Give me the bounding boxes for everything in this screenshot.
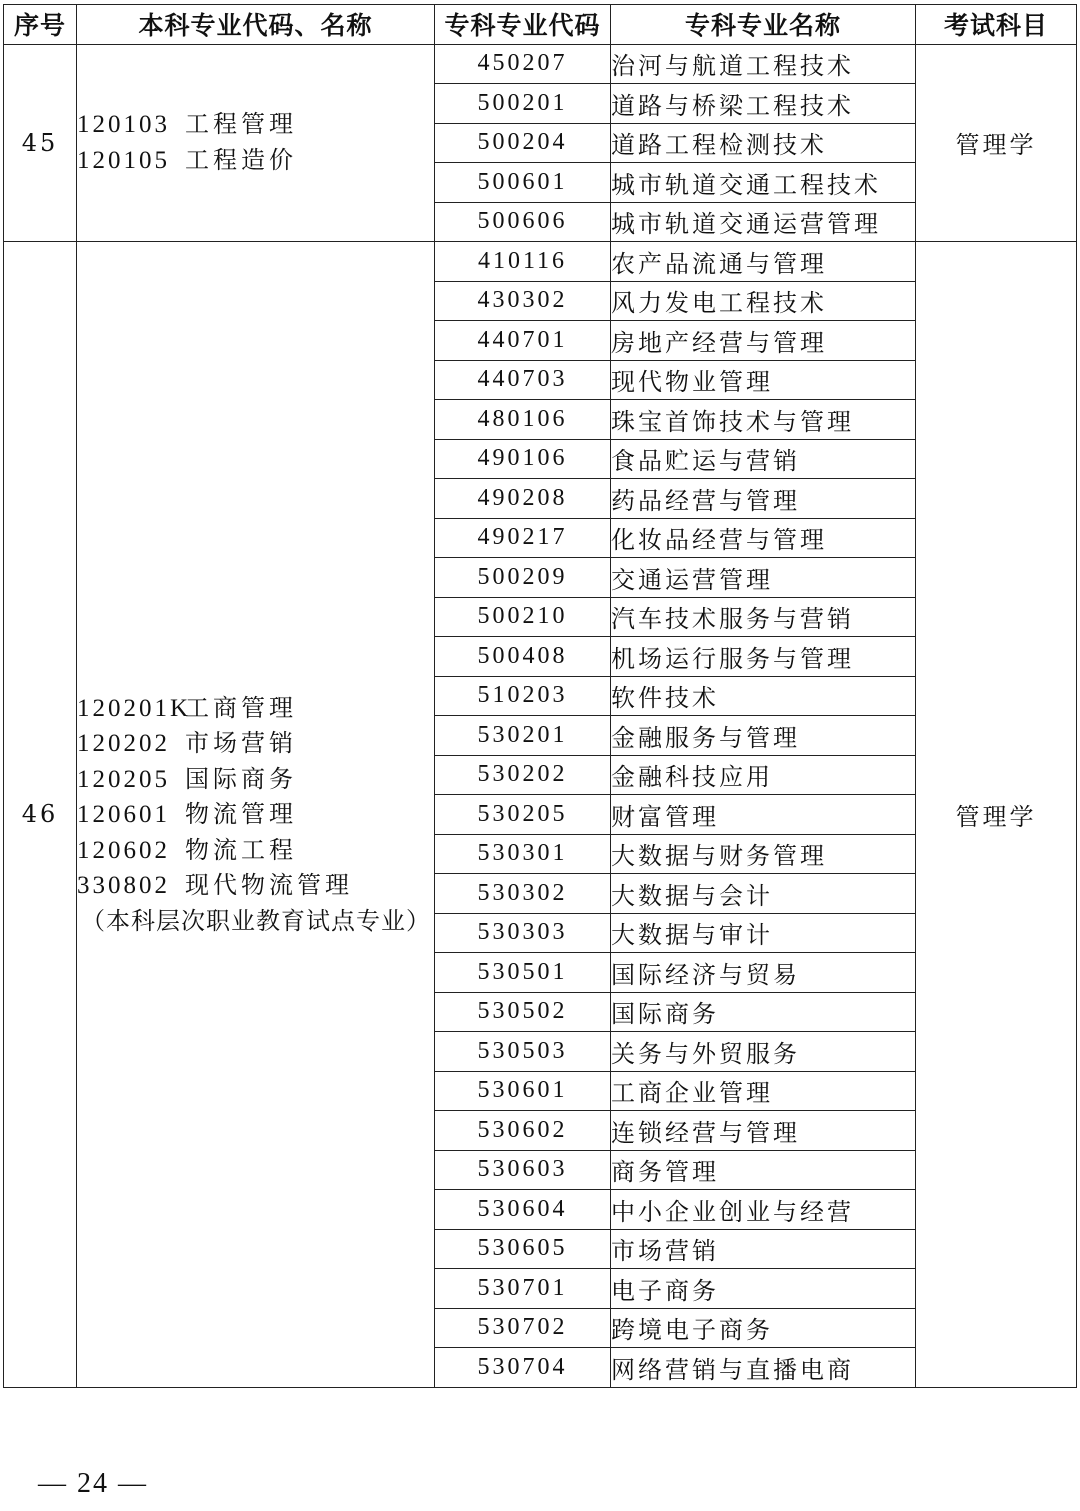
undergrad-code: 120205	[77, 765, 170, 793]
vocational-name: 商务管理	[611, 1150, 916, 1190]
vocational-code: 430302	[435, 281, 611, 321]
vocational-name: 食品贮运与营销	[611, 439, 916, 479]
vocational-name: 大数据与会计	[611, 874, 916, 914]
majors-table	[3, 4, 1077, 1388]
undergrad-code: 120601	[77, 801, 170, 828]
vocational-name: 城市轨道交通工程技术	[611, 163, 916, 203]
exam-subject: 管理学	[916, 44, 1077, 242]
vocational-name: 财富管理	[611, 795, 916, 835]
undergrad-code: 120202	[77, 730, 170, 757]
undergrad-code: 330802	[77, 872, 170, 899]
group-seq: 45	[4, 44, 77, 242]
vocational-code: 500408	[435, 637, 611, 677]
table-row	[4, 242, 1077, 282]
table-body	[4, 44, 1077, 1387]
vocational-name: 大数据与审计	[611, 913, 916, 953]
header-undergrad: 本科专业代码、名称	[77, 5, 435, 45]
vocational-code: 530301	[435, 834, 611, 874]
vocational-code: 530503	[435, 1032, 611, 1072]
vocational-code: 500606	[435, 202, 611, 242]
undergrad-name: 工程造价	[185, 145, 297, 174]
vocational-name: 连锁经营与管理	[611, 1111, 916, 1151]
undergrad-major	[77, 726, 434, 762]
vocational-name: 道路与桥梁工程技术	[611, 84, 916, 124]
undergrad-code: 120201K	[77, 694, 192, 722]
vocational-code: 440701	[435, 321, 611, 361]
vocational-code: 500209	[435, 558, 611, 598]
vocational-name: 现代物业管理	[611, 360, 916, 400]
vocational-code: 490208	[435, 479, 611, 519]
undergrad-major	[77, 868, 434, 904]
vocational-code: 500201	[435, 84, 611, 124]
vocational-name: 工商企业管理	[611, 1071, 916, 1111]
vocational-code: 500601	[435, 163, 611, 203]
vocational-code: 530603	[435, 1150, 611, 1190]
header-row	[4, 5, 1077, 45]
vocational-code: 480106	[435, 400, 611, 440]
undergrad-name: 市场营销	[185, 729, 297, 757]
vocational-name: 道路工程检测技术	[611, 123, 916, 163]
vocational-name: 关务与外贸服务	[611, 1032, 916, 1072]
vocational-name: 国际经济与贸易	[611, 953, 916, 993]
page-number: — 24 —	[38, 1468, 148, 1499]
vocational-name: 农产品流通与管理	[611, 242, 916, 282]
undergrad-name: 现代物流管理	[185, 871, 353, 899]
exam-subject: 管理学	[916, 242, 1077, 1388]
vocational-name: 大数据与财务管理	[611, 834, 916, 874]
vocational-code: 530501	[435, 953, 611, 993]
header-exam: 考试科目	[916, 5, 1077, 45]
vocational-code: 530604	[435, 1190, 611, 1230]
vocational-code: 530302	[435, 874, 611, 914]
vocational-code: 530201	[435, 716, 611, 756]
vocational-name: 城市轨道交通运营管理	[611, 202, 916, 242]
vocational-code: 530303	[435, 913, 611, 953]
vocational-code: 530205	[435, 795, 611, 835]
vocational-code: 530502	[435, 992, 611, 1032]
undergrad-code: 120105	[77, 146, 170, 174]
group-seq: 46	[4, 242, 77, 1388]
header-seq: 序号	[4, 5, 77, 45]
vocational-code: 510203	[435, 676, 611, 716]
table-row	[4, 44, 1077, 84]
vocational-name: 机场运行服务与管理	[611, 637, 916, 677]
vocational-code: 450207	[435, 44, 611, 84]
vocational-code: 490217	[435, 518, 611, 558]
vocational-code: 530701	[435, 1269, 611, 1309]
undergrad-name: 工程管理	[185, 110, 297, 139]
vocational-name: 珠宝首饰技术与管理	[611, 400, 916, 440]
vocational-code: 500204	[435, 123, 611, 163]
vocational-code: 530601	[435, 1071, 611, 1111]
vocational-code: 530702	[435, 1308, 611, 1348]
vocational-name: 网络营销与直播电商	[611, 1348, 916, 1388]
undergrad-major	[77, 833, 434, 869]
vocational-name: 汽车技术服务与营销	[611, 597, 916, 637]
vocational-name: 软件技术	[611, 676, 916, 716]
vocational-name: 治河与航道工程技术	[611, 44, 916, 84]
vocational-name: 金融服务与管理	[611, 716, 916, 756]
undergrad-note: （本科层次职业教育试点专业）	[81, 906, 431, 935]
vocational-code: 530602	[435, 1111, 611, 1151]
undergrad-majors-cell	[77, 242, 435, 1388]
vocational-code: 530704	[435, 1348, 611, 1388]
vocational-name: 中小企业创业与经营	[611, 1190, 916, 1230]
vocational-name: 金融科技应用	[611, 755, 916, 795]
vocational-name: 风力发电工程技术	[611, 281, 916, 321]
undergrad-major	[77, 143, 434, 179]
vocational-name: 跨境电子商务	[611, 1308, 916, 1348]
undergrad-code: 120103	[77, 111, 170, 139]
undergrad-name: 工商管理	[185, 693, 297, 722]
undergrad-major	[77, 797, 434, 833]
vocational-name: 房地产经营与管理	[611, 321, 916, 361]
vocational-name: 化妆品经营与管理	[611, 518, 916, 558]
undergrad-major	[77, 762, 434, 798]
vocational-name: 市场营销	[611, 1229, 916, 1269]
header-name: 专科专业名称	[611, 5, 916, 45]
header-code: 专科专业代码	[435, 5, 611, 45]
vocational-code: 440703	[435, 360, 611, 400]
undergrad-major	[77, 107, 434, 143]
undergrad-name: 物流工程	[185, 835, 297, 864]
vocational-code: 490106	[435, 439, 611, 479]
undergrad-majors-cell	[77, 44, 435, 242]
vocational-code: 530202	[435, 755, 611, 795]
vocational-code: 530605	[435, 1229, 611, 1269]
vocational-name: 电子商务	[611, 1269, 916, 1309]
vocational-name: 国际商务	[611, 992, 916, 1032]
undergrad-code: 120602	[77, 836, 170, 864]
undergrad-name: 物流管理	[185, 800, 297, 828]
vocational-name: 交通运营管理	[611, 558, 916, 598]
undergrad-major	[77, 691, 434, 727]
vocational-code: 500210	[435, 597, 611, 637]
vocational-name: 药品经营与管理	[611, 479, 916, 519]
undergrad-name: 国际商务	[185, 764, 297, 793]
vocational-code: 410116	[435, 242, 611, 282]
